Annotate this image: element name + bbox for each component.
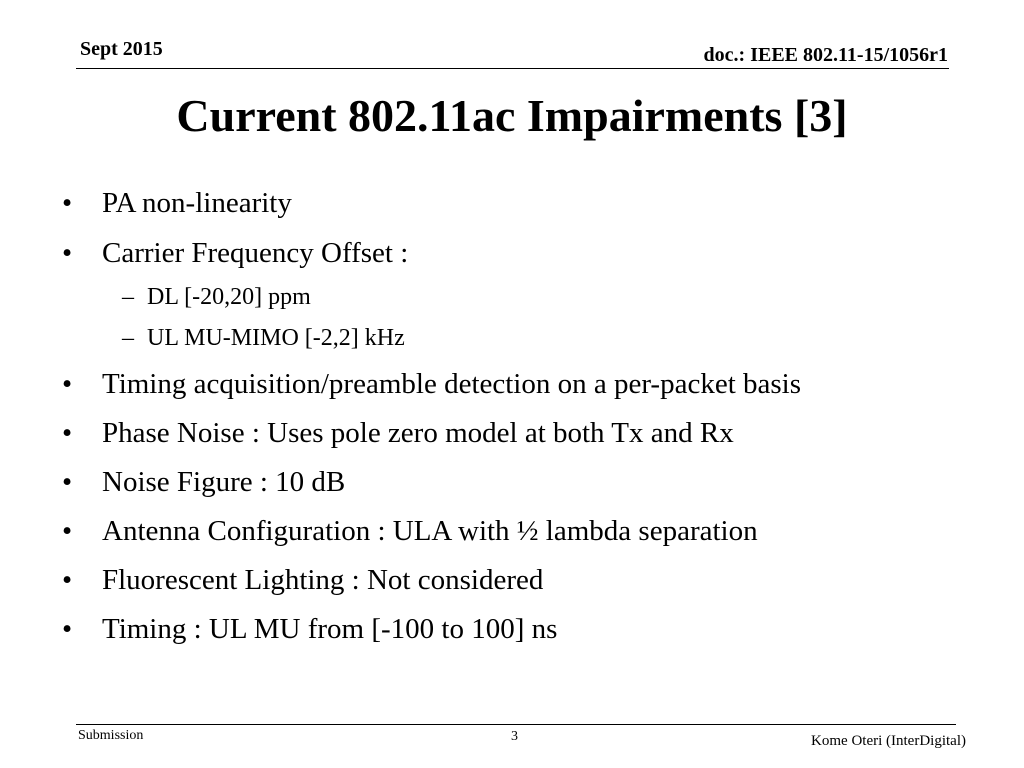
bullet-marker: • — [62, 187, 73, 219]
footer-author: Kome Oteri (InterDigital) — [811, 733, 966, 749]
bullet-item — [62, 415, 734, 451]
sub-bullet-item — [122, 282, 311, 312]
bullet-text: Phase Noise : Uses pole zero model at both Tx and Rx — [102, 417, 734, 449]
sub-bullet-text: UL MU-MIMO [-2,2] kHz — [147, 325, 405, 351]
slide-title: Current 802.11ac Impairments [3] — [176, 90, 848, 141]
sub-bullet-item — [122, 323, 405, 353]
bullet-text: Timing acquisition/preamble detection on a per-packet basis — [102, 368, 802, 400]
bullet-text: Noise Figure : 10 dB — [102, 466, 346, 498]
bullet-marker: • — [62, 613, 73, 645]
bullet-text: Carrier Frequency Offset : — [102, 237, 409, 269]
bullet-marker: • — [62, 368, 73, 400]
bullet-item — [62, 366, 801, 402]
header-date: Sept 2015 — [80, 38, 163, 60]
bullet-text: Fluorescent Lighting : Not considered — [102, 564, 544, 596]
sub-bullet-marker: – — [122, 284, 134, 310]
sub-bullet-marker: – — [122, 325, 134, 351]
bullet-item — [62, 464, 345, 500]
footer-divider — [76, 724, 956, 725]
bullet-marker: • — [62, 237, 73, 269]
bullet-item — [62, 611, 557, 647]
bullet-item — [62, 562, 543, 598]
bullet-marker: • — [62, 466, 73, 498]
bullet-text: Timing : UL MU from [-100 to 100] ns — [102, 613, 558, 645]
bullet-item — [62, 235, 408, 271]
bullet-marker: • — [62, 564, 73, 596]
bullet-marker: • — [62, 515, 73, 547]
bullet-item — [62, 513, 758, 549]
header-doc-id: doc.: IEEE 802.11-15/1056r1 — [703, 44, 948, 66]
sub-bullet-text: DL [-20,20] ppm — [147, 284, 311, 310]
bullet-text: Antenna Configuration : ULA with ½ lambda separation — [102, 515, 758, 547]
page-number: 3 — [511, 729, 518, 744]
bullet-text: PA non-linearity — [102, 187, 292, 219]
footer-submission: Submission — [78, 728, 144, 743]
bullet-item — [62, 185, 292, 221]
bullet-marker: • — [62, 417, 73, 449]
